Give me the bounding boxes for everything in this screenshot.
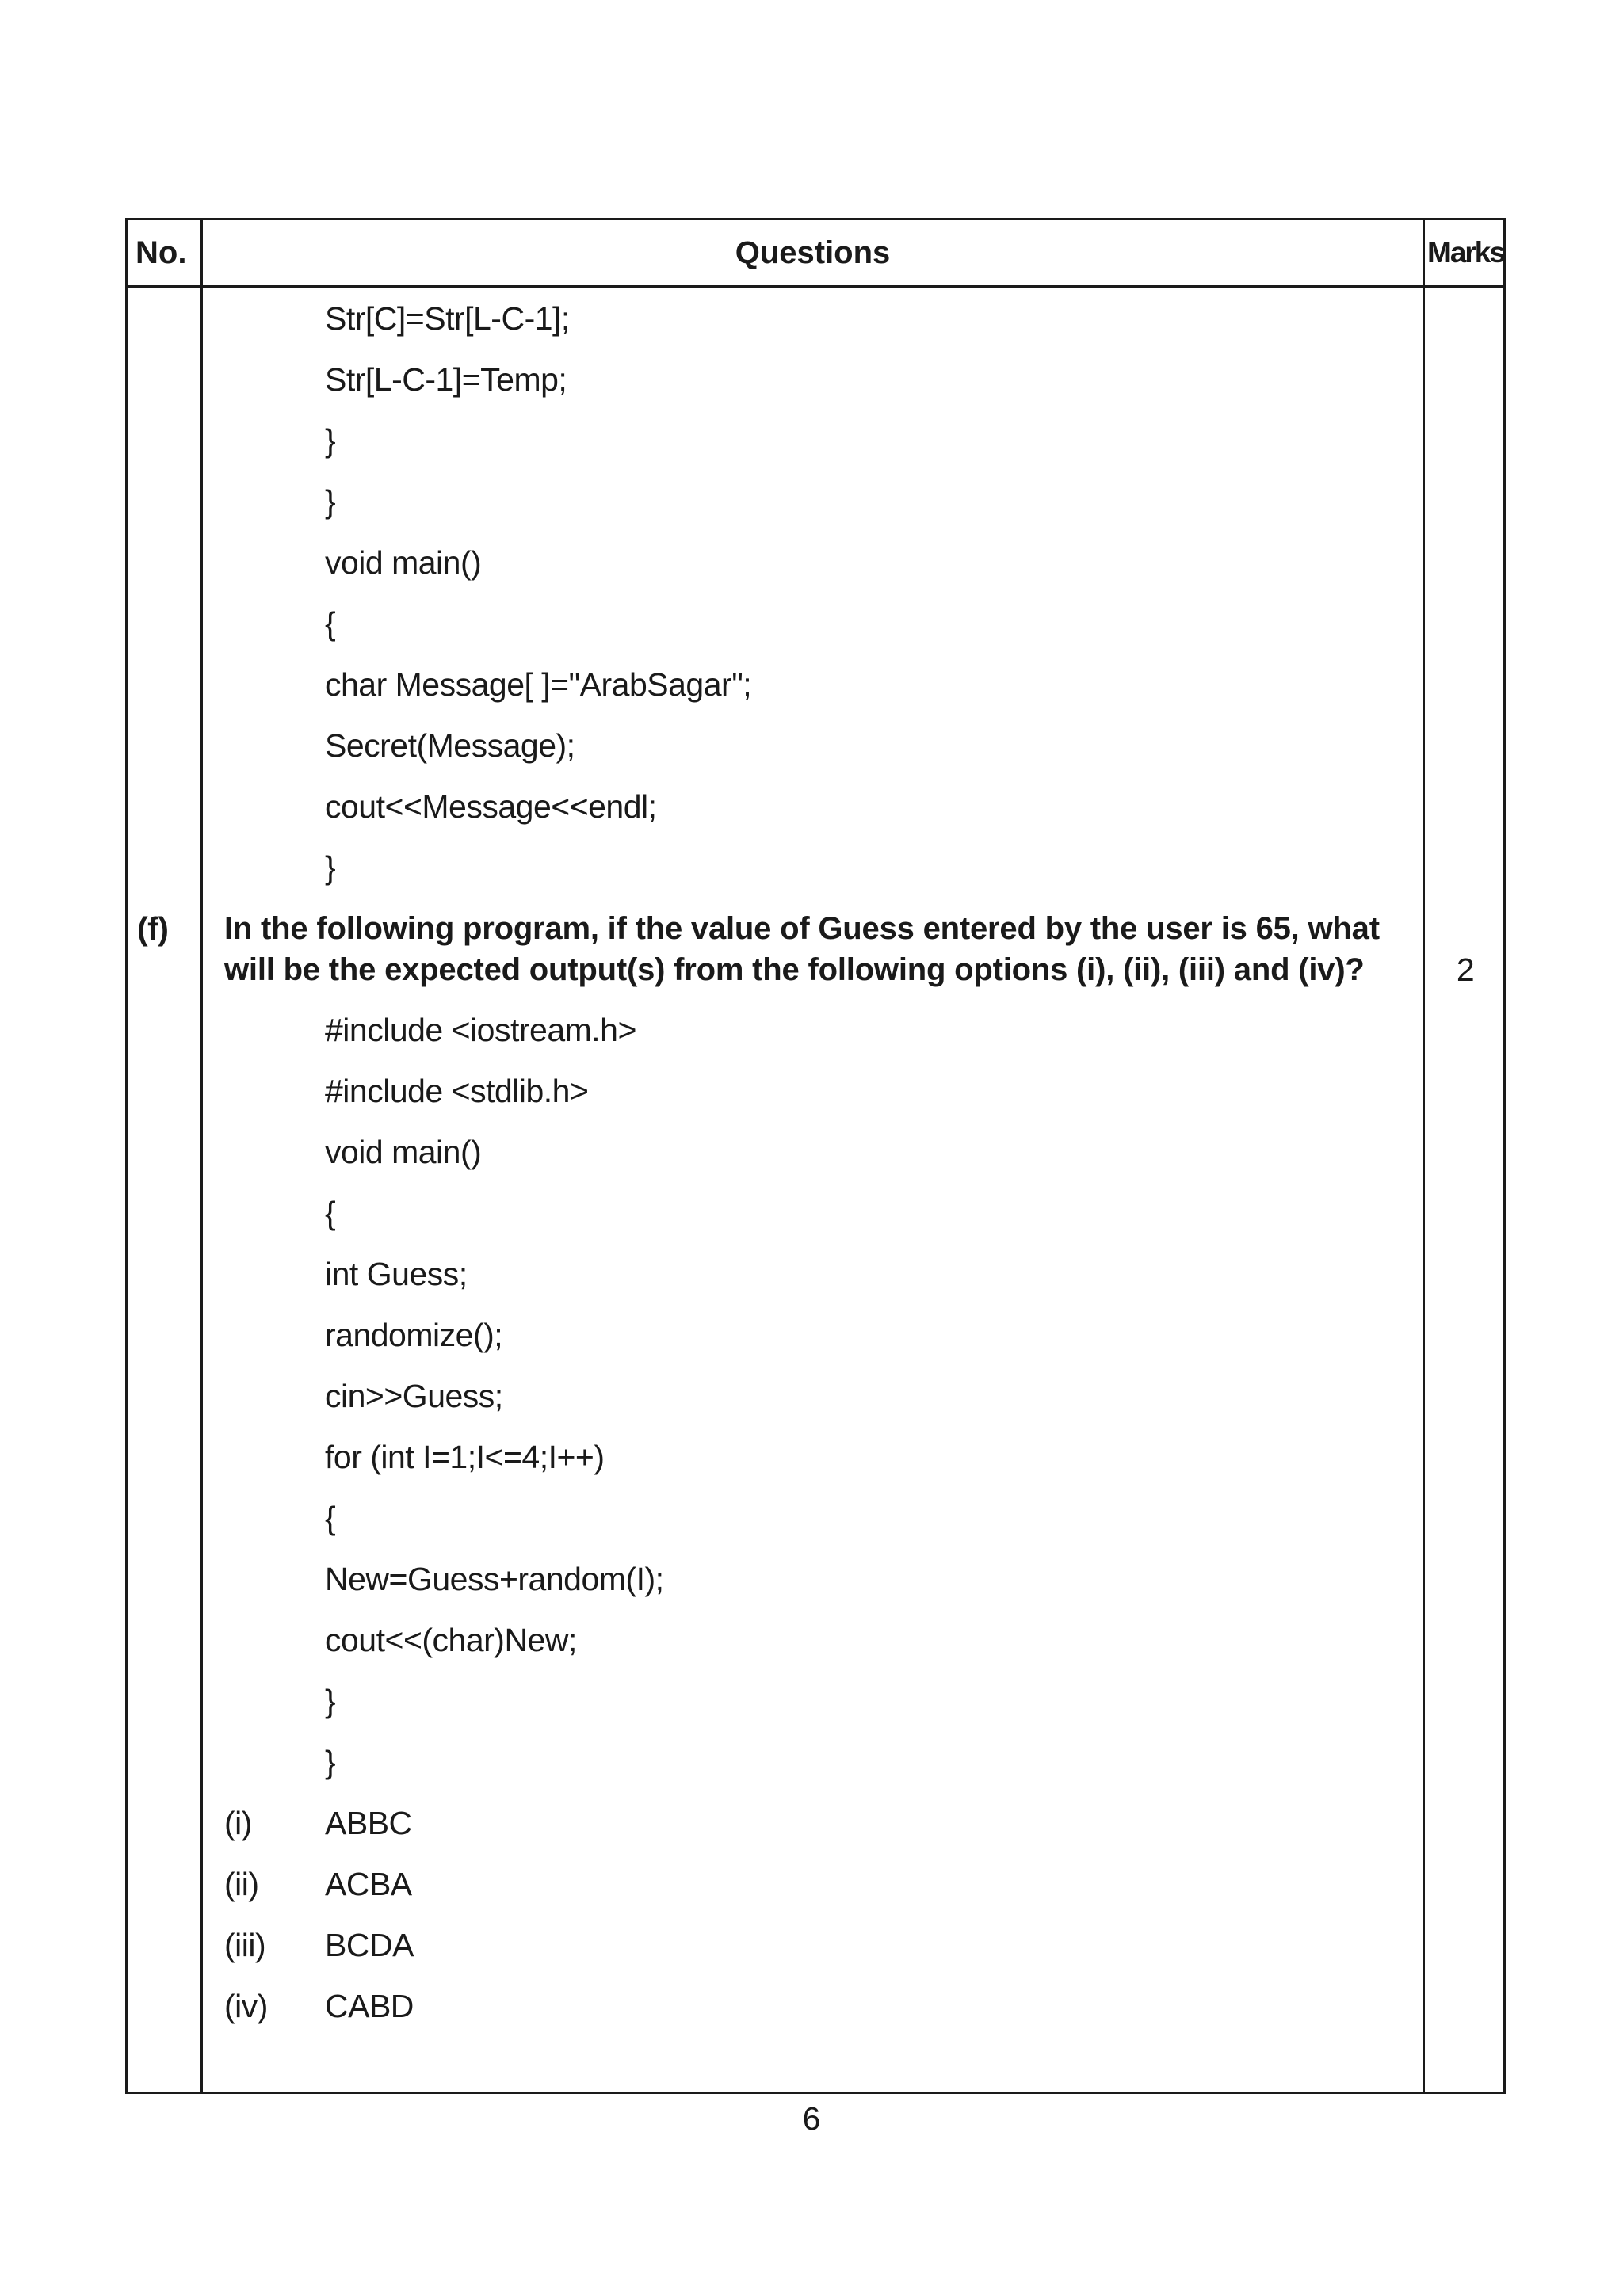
option-value: ABBC	[325, 1805, 412, 1841]
code-line: New=Guess+random(I);	[325, 1561, 664, 1597]
question-table	[125, 218, 1506, 2094]
code-line: int Guess;	[325, 1256, 468, 1292]
code-line: }	[325, 1744, 336, 1780]
option-value: ACBA	[325, 1866, 412, 1902]
option-value: CABD	[325, 1988, 414, 2024]
page-number: 6	[802, 2100, 821, 2137]
option-label: (ii)	[224, 1866, 259, 1902]
code-line: }	[325, 1683, 336, 1719]
code-line: }	[325, 849, 336, 886]
header-no: No.	[136, 235, 187, 270]
question-text-line2: will be the expected output(s) from the following options (i), (ii), (iii) and (iv)?	[224, 952, 1365, 987]
code-line: Str[C]=Str[L-C-1];	[325, 300, 570, 337]
code-line: cout<<(char)New;	[325, 1622, 577, 1658]
code-line: for (int I=1;I<=4;I++)	[325, 1439, 605, 1475]
code-line: cout<<Message<<endl;	[325, 788, 657, 825]
code-line: void main()	[325, 544, 482, 581]
column-divider-marks	[1423, 220, 1425, 2092]
column-divider-no	[200, 220, 203, 2092]
code-line: #include <iostream.h>	[325, 1012, 636, 1048]
question-number: (f)	[137, 910, 169, 947]
question-marks: 2	[1456, 952, 1475, 988]
option-label: (i)	[224, 1805, 252, 1841]
code-line: #include <stdlib.h>	[325, 1073, 589, 1109]
code-line: }	[325, 483, 336, 520]
code-line: void main()	[325, 1134, 482, 1170]
code-line: {	[325, 1195, 336, 1231]
code-line: Str[L-C-1]=Temp;	[325, 361, 567, 398]
code-line: }	[325, 422, 336, 459]
code-line: {	[325, 605, 336, 642]
code-line: {	[325, 1500, 336, 1536]
option-label: (iv)	[224, 1988, 268, 2024]
header-divider	[128, 285, 1503, 288]
question-text-line1: In the following program, if the value of Guess entered by the user is 65, what	[224, 911, 1380, 946]
option-value: BCDA	[325, 1927, 414, 1963]
code-line: Secret(Message);	[325, 727, 575, 764]
option-label: (iii)	[224, 1927, 266, 1963]
code-line: randomize();	[325, 1317, 503, 1353]
header-marks: Marks	[1427, 236, 1504, 269]
code-line: char Message[ ]="ArabSagar";	[325, 666, 752, 703]
header-questions: Questions	[735, 235, 891, 270]
code-line: cin>>Guess;	[325, 1378, 503, 1414]
